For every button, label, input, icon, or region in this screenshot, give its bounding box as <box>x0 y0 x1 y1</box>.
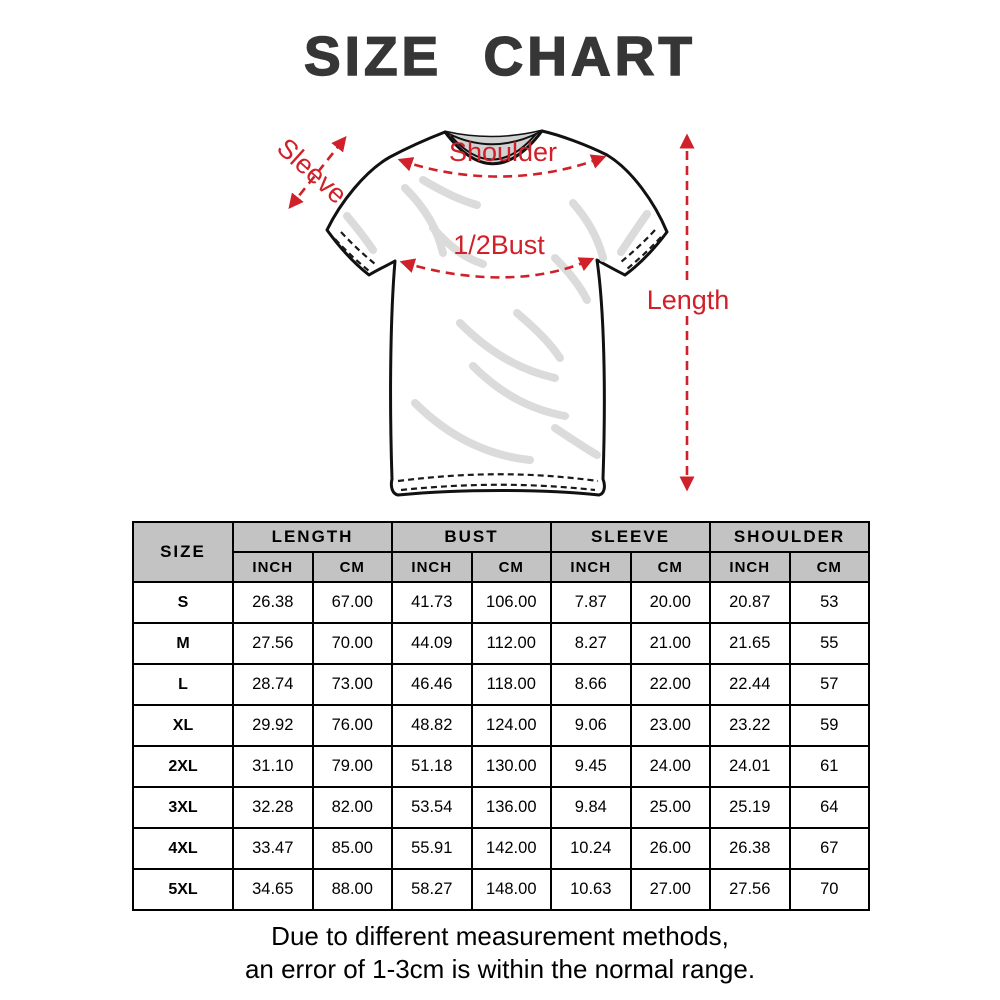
sleeve-inch-cell: 10.63 <box>551 869 631 910</box>
sleeve-label: Sleeve <box>271 132 353 210</box>
sleeve-inch-cell: 8.27 <box>551 623 631 664</box>
shoulder-cm-cell: 57 <box>790 664 870 705</box>
tshirt-body-outline <box>327 131 667 495</box>
sleeve-cm-cell: 26.00 <box>631 828 711 869</box>
table-row <box>133 582 869 623</box>
header-bust: BUST <box>392 522 551 552</box>
size-table <box>132 521 870 911</box>
shoulder-cm-cell: 53 <box>790 582 870 623</box>
length-label: Length <box>646 285 730 315</box>
size-cell: 4XL <box>133 828 233 869</box>
table-row <box>133 705 869 746</box>
sleeve-inch-cell: 10.24 <box>551 828 631 869</box>
sleeve-inch-cell: 9.84 <box>551 787 631 828</box>
length-inch-cell: 26.38 <box>233 582 313 623</box>
shoulder-cm-cell: 59 <box>790 705 870 746</box>
shoulder-cm-cell: 64 <box>790 787 870 828</box>
table-row <box>133 869 869 910</box>
subheader-sleeve-inch: INCH <box>551 552 631 582</box>
table-row <box>133 623 869 664</box>
shoulder-inch-cell: 21.65 <box>710 623 790 664</box>
length-inch-cell: 34.65 <box>233 869 313 910</box>
subheader-shoulder-cm: CM <box>790 552 870 582</box>
shoulder-inch-cell: 20.87 <box>710 582 790 623</box>
sleeve-cm-cell: 25.00 <box>631 787 711 828</box>
table-row <box>133 746 869 787</box>
size-cell: L <box>133 664 233 705</box>
length-cm-cell: 73.00 <box>313 664 393 705</box>
subheader-shoulder-inch: INCH <box>710 552 790 582</box>
shoulder-cm-cell: 70 <box>790 869 870 910</box>
subheader-length-cm: CM <box>313 552 393 582</box>
bust-inch-cell: 51.18 <box>392 746 472 787</box>
length-inch-cell: 27.56 <box>233 623 313 664</box>
length-inch-cell: 31.10 <box>233 746 313 787</box>
bust-cm-cell: 118.00 <box>472 664 552 705</box>
length-cm-cell: 82.00 <box>313 787 393 828</box>
bust-inch-cell: 46.46 <box>392 664 472 705</box>
shoulder-inch-cell: 24.01 <box>710 746 790 787</box>
measurement-note <box>0 920 1000 986</box>
size-table-body <box>133 582 869 910</box>
shoulder-inch-cell: 26.38 <box>710 828 790 869</box>
sleeve-cm-cell: 21.00 <box>631 623 711 664</box>
bust-inch-cell: 48.82 <box>392 705 472 746</box>
bust-cm-cell: 112.00 <box>472 623 552 664</box>
sleeve-cm-cell: 23.00 <box>631 705 711 746</box>
size-cell: 2XL <box>133 746 233 787</box>
length-inch-cell: 29.92 <box>233 705 313 746</box>
sleeve-inch-cell: 8.66 <box>551 664 631 705</box>
header-shoulder: SHOULDER <box>710 522 869 552</box>
bust-inch-cell: 58.27 <box>392 869 472 910</box>
length-inch-cell: 33.47 <box>233 828 313 869</box>
size-cell: 5XL <box>133 869 233 910</box>
shoulder-inch-cell: 27.56 <box>710 869 790 910</box>
bust-inch-cell: 55.91 <box>392 828 472 869</box>
shoulder-cm-cell: 55 <box>790 623 870 664</box>
sleeve-inch-cell: 7.87 <box>551 582 631 623</box>
header-length: LENGTH <box>233 522 392 552</box>
bust-inch-cell: 44.09 <box>392 623 472 664</box>
table-row <box>133 787 869 828</box>
sleeve-inch-cell: 9.45 <box>551 746 631 787</box>
sleeve-cm-cell: 22.00 <box>631 664 711 705</box>
bust-cm-cell: 142.00 <box>472 828 552 869</box>
bust-inch-cell: 53.54 <box>392 787 472 828</box>
length-cm-cell: 88.00 <box>313 869 393 910</box>
shoulder-inch-cell: 22.44 <box>710 664 790 705</box>
length-cm-cell: 85.00 <box>313 828 393 869</box>
shoulder-label: Shoulder <box>448 137 558 167</box>
length-cm-cell: 67.00 <box>313 582 393 623</box>
sleeve-cm-cell: 27.00 <box>631 869 711 910</box>
table-row <box>133 828 869 869</box>
header-size: SIZE <box>133 522 233 582</box>
bust-cm-cell: 148.00 <box>472 869 552 910</box>
length-cm-cell: 76.00 <box>313 705 393 746</box>
page-title: SIZE CHART <box>304 25 696 87</box>
subheader-length-inch: INCH <box>233 552 313 582</box>
bust-label: 1/2Bust <box>453 230 545 260</box>
bust-cm-cell: 124.00 <box>472 705 552 746</box>
size-table-header <box>133 522 869 582</box>
shoulder-inch-cell: 25.19 <box>710 787 790 828</box>
header-sleeve: SLEEVE <box>551 522 710 552</box>
size-cell: M <box>133 623 233 664</box>
length-cm-cell: 70.00 <box>313 623 393 664</box>
bust-cm-cell: 136.00 <box>472 787 552 828</box>
subheader-bust-inch: INCH <box>392 552 472 582</box>
length-cm-cell: 79.00 <box>313 746 393 787</box>
sleeve-cm-cell: 20.00 <box>631 582 711 623</box>
size-cell: S <box>133 582 233 623</box>
length-inch-cell: 32.28 <box>233 787 313 828</box>
tshirt-measurement-diagram <box>255 108 745 513</box>
sleeve-inch-cell: 9.06 <box>551 705 631 746</box>
size-cell: 3XL <box>133 787 233 828</box>
shoulder-inch-cell: 23.22 <box>710 705 790 746</box>
subheader-bust-cm: CM <box>472 552 552 582</box>
shoulder-cm-cell: 67 <box>790 828 870 869</box>
bust-cm-cell: 106.00 <box>472 582 552 623</box>
size-cell: XL <box>133 705 233 746</box>
bust-cm-cell: 130.00 <box>472 746 552 787</box>
note-line-2: an error of 1-3cm is within the normal range. <box>244 954 756 984</box>
sleeve-cm-cell: 24.00 <box>631 746 711 787</box>
shoulder-cm-cell: 61 <box>790 746 870 787</box>
bust-inch-cell: 41.73 <box>392 582 472 623</box>
note-line-1: Due to different measurement methods, <box>271 921 729 951</box>
length-inch-cell: 28.74 <box>233 664 313 705</box>
subheader-sleeve-cm: CM <box>631 552 711 582</box>
table-row <box>133 664 869 705</box>
